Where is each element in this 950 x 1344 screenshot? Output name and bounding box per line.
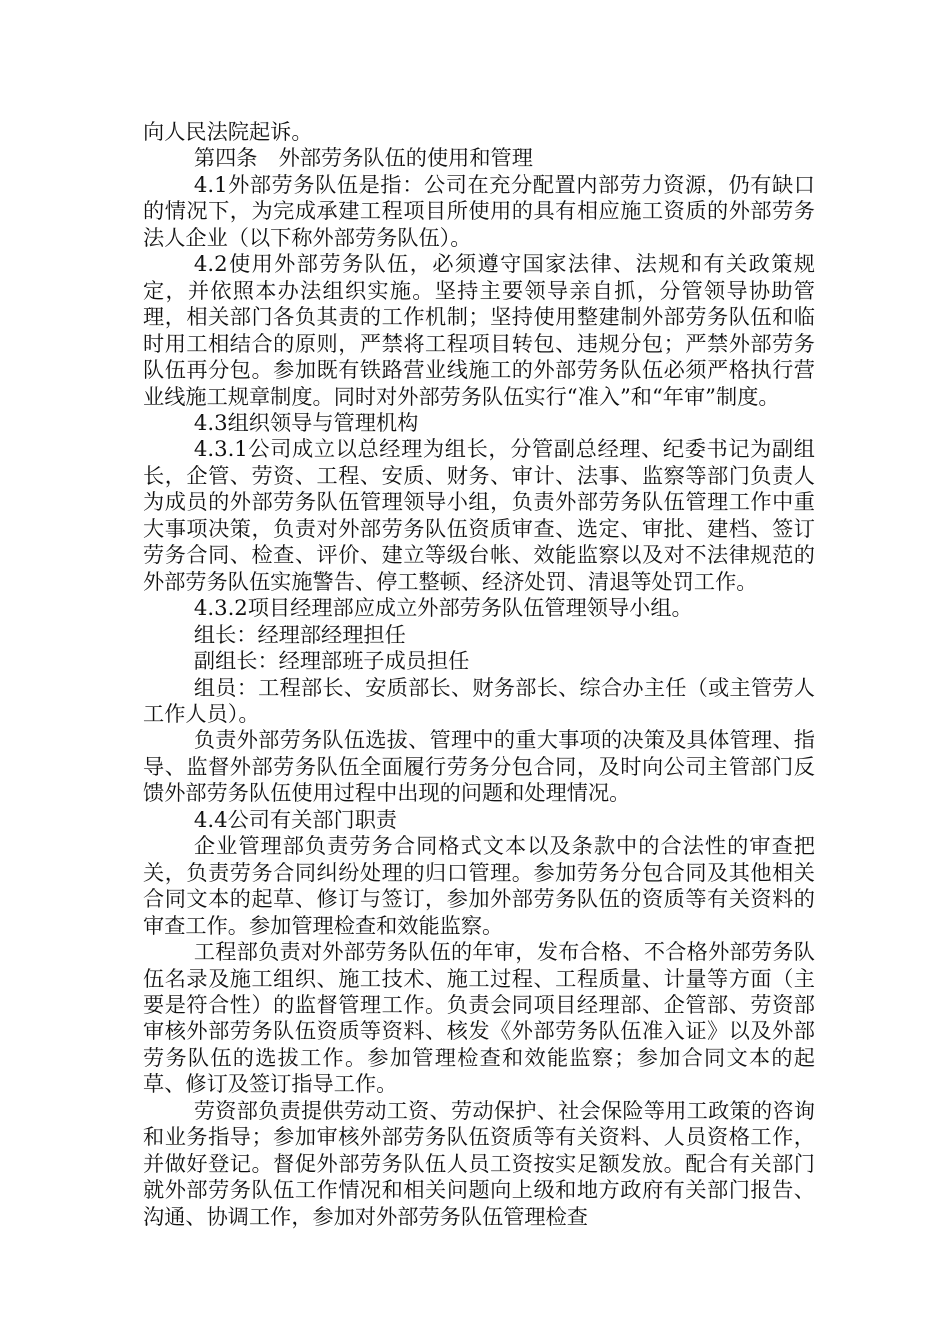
body-paragraph: 劳资部负责提供劳动工资、劳动保护、社会保险等用工政策的咨询和业务指导；参加审核外部劳务队伍资质等有关资料、人员资格工作，并做好登记。督促外部劳务队伍人员工资按实足额发放。配合有关部门就外部劳务队伍工作情况和相关问题向上级和地方政府有关部门报告、沟通、协调工作，参加对外部劳务队伍管理检查 [143, 1097, 815, 1229]
clause-paragraph: 4.1外部劳务队伍是指：公司在充分配置内部劳力资源，仍有缺口的情况下，为完成承建工程项目所使用的具有相应施工资质的外部劳务法人企业（以下称外部劳务队伍）。 [143, 171, 815, 250]
clause-paragraph: 4.3.1公司成立以总经理为组长，分管副总经理、纪委书记为副组长，企管、劳资、工程、安质、财务、审计、法事、监察等部门负责人为成员的外部劳务队伍管理领导小组，负责外部劳务队伍管理工作中重大事项决策，负责对外部劳务队伍资质审查、选定、审批、建档、签订劳务合同、检查、评价、建立等级台帐、效能监察以及对不法律规范的外部劳务队伍实施警告、停工整顿、经济处罚、清退等处罚工作。 [143, 436, 815, 594]
list-item: 副组长：经理部班子成员担任 [193, 648, 470, 674]
article-heading: 第四条 外部劳务队伍的使用和管理 [193, 145, 533, 171]
paragraph-continuation: 向人民法院起诉。 [143, 119, 313, 144]
list-item: 组员：工程部长、安质部长、财务部长、综合办主任（或主管劳人工作人员）。 [143, 674, 815, 726]
body-paragraph: 企业管理部负责劳务合同格式文本以及条款中的合法性的审查把关，负责劳务合同纠纷处理的归口管理。参加劳务分包合同及其他相关合同文本的起草、修订与签订，参加外部劳务队伍的资质等有关资料的审查工作。参加管理检查和效能监察。 [143, 833, 815, 938]
clause-paragraph: 4.2使用外部劳务队伍，必须遵守国家法律、法规和有关政策规定，并依照本办法组织实施。坚持主要领导亲自抓，分管领导协助管理，相关部门各负其责的工作机制；坚持使用整建制外部劳务队伍和临时用工相结合的原则，严禁将工程项目转包、违规分包；严禁外部劳务队伍再分包。参加既有铁路营业线施工的外部劳务队伍必须严格执行营业线施工规章制度。同时对外部劳务队伍实行“准入”和“年审”制度。 [143, 251, 815, 409]
section-heading: 4.3组织领导与管理机构 [193, 409, 419, 435]
document-page [143, 119, 815, 1230]
clause-paragraph: 4.3.2项目经理部应成立外部劳务队伍管理领导小组。 [193, 595, 693, 621]
section-heading: 4.4公司有关部门职责 [193, 806, 398, 832]
body-paragraph: 工程部负责对外部劳务队伍的年审，发布合格、不合格外部劳务队伍名录及施工组织、施工技术、施工过程、工程质量、计量等方面（主要是符合性）的监督管理工作。负责会同项目经理部、企管部、劳资部审核外部劳务队伍资质等资料、核发《外部劳务队伍准入证》以及外部劳务队伍的选拔工作。参加管理检查和效能监察；参加合同文本的起草、修订及签订指导工作。 [143, 939, 815, 1097]
list-item: 组长：经理部经理担任 [193, 621, 406, 647]
body-paragraph: 负责外部劳务队伍选拔、管理中的重大事项的决策及具体管理、指导、监督外部劳务队伍全面履行劳务分包合同，及时向公司主管部门反馈外部劳务队伍使用过程中出现的问题和处理情况。 [143, 727, 815, 806]
